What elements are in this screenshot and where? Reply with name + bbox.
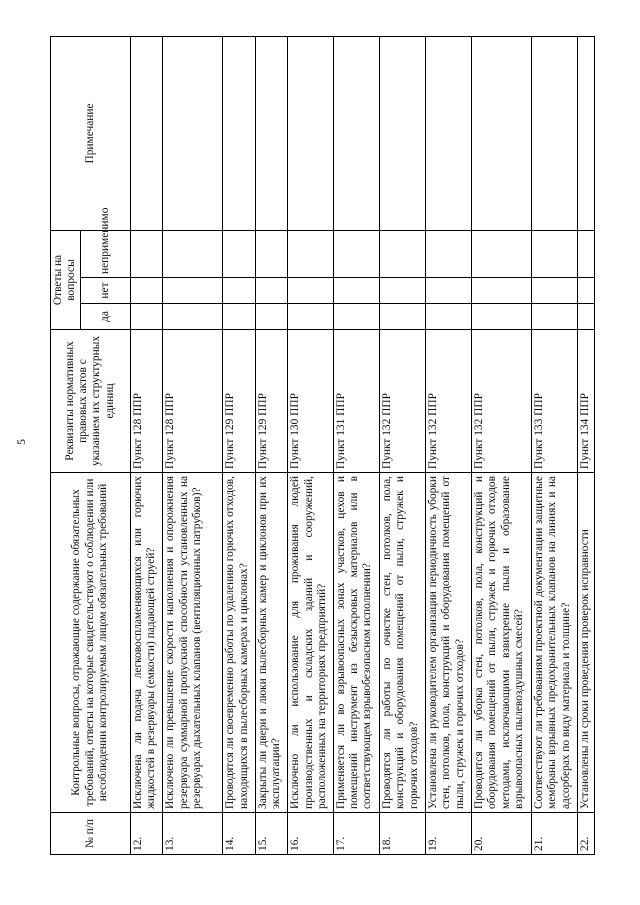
row-number: 16. xyxy=(288,813,333,855)
answer-not-applicable-cell xyxy=(255,231,287,278)
note-cell xyxy=(223,37,255,231)
row-requisite-ref: Пункт 129 ППР xyxy=(223,330,255,473)
row-question: Установлена ли руководителем организации периодичность уборки стен, потолков, пола, конструкций и оборудования помещений от пыли, стружек и горючих отходов? xyxy=(425,473,471,813)
row-question: Установлены ли сроки проведения проверок исправности xyxy=(577,473,594,813)
row-requisite-ref: Пункт 128 ППР xyxy=(130,330,162,473)
row-number: 18. xyxy=(379,813,425,855)
answer-not-applicable-cell xyxy=(379,231,425,278)
row-requisite-ref: Пункт 130 ППР xyxy=(288,330,333,473)
row-requisite-ref: Пункт 132 ППР xyxy=(379,330,425,473)
header-requisites: Реквизиты нормативных правовых актов с указанием их структурных единиц xyxy=(51,330,131,473)
table-row xyxy=(288,37,333,855)
table-row xyxy=(531,37,577,855)
row-question: Соответствуют ли требованиям проектной документации защитные мембраны взрывных предохранительных клапанов на линиях и на адсорберах по виду материала и толщине? xyxy=(531,473,577,813)
answer-not-applicable-cell xyxy=(223,231,255,278)
header-note: Примечание xyxy=(51,37,131,231)
row-question: Исключена ли подача легковоспламеняющихся или горючих жидкостей в резервуары (емкости) падающей струей? xyxy=(130,473,162,813)
row-requisite-ref: Пункт 129 ППР xyxy=(255,330,287,473)
answer-not-applicable-cell xyxy=(577,231,594,278)
answer-yes-cell xyxy=(531,304,577,330)
row-requisite-ref: Пункт 133 ППР xyxy=(531,330,577,473)
answer-not-applicable-cell xyxy=(333,231,379,278)
answer-no-cell xyxy=(223,278,255,304)
header-yes: да xyxy=(80,304,130,330)
answer-no-cell xyxy=(255,278,287,304)
answer-yes-cell xyxy=(288,304,333,330)
table-row xyxy=(163,37,223,855)
table-row xyxy=(255,37,287,855)
answer-no-cell xyxy=(130,278,162,304)
answer-no-cell xyxy=(333,278,379,304)
header-question: Контрольные вопросы, отражающие содержание обязательных требований, ответы на которые свидетельствуют о соблюдении или несоблюдении контролируемым лицом обязательных требований xyxy=(51,473,131,813)
note-cell xyxy=(379,37,425,231)
row-requisite-ref: Пункт 132 ППР xyxy=(471,330,531,473)
note-cell xyxy=(333,37,379,231)
answer-yes-cell xyxy=(379,304,425,330)
row-requisite-ref: Пункт 128 ППР xyxy=(163,330,223,473)
answer-not-applicable-cell xyxy=(130,231,162,278)
row-number: 13. xyxy=(163,813,223,855)
answer-no-cell xyxy=(163,278,223,304)
row-question: Проводятся ли работы по очистке стен, потолков, пола, конструкций и оборудования помещений от пыли, стружек и горючих отходов? xyxy=(379,473,425,813)
answer-yes-cell xyxy=(577,304,594,330)
answer-yes-cell xyxy=(425,304,471,330)
answer-no-cell xyxy=(379,278,425,304)
answer-not-applicable-cell xyxy=(471,231,531,278)
row-requisite-ref: Пункт 132 ППР xyxy=(425,330,471,473)
row-requisite-ref: Пункт 131 ППР xyxy=(333,330,379,473)
answer-not-applicable-cell xyxy=(425,231,471,278)
row-question: Проводится ли уборка стен, потолков, пола, конструкций и оборудования помещений от пыли, стружек и горючих отходов методами, исключающими взвихрение пыли и образование взрывоопасных пылевоздушных смесей? xyxy=(471,473,531,813)
answer-yes-cell xyxy=(333,304,379,330)
answer-not-applicable-cell xyxy=(288,231,333,278)
table-row xyxy=(333,37,379,855)
page-number: 5 xyxy=(14,439,28,445)
header-no: нет xyxy=(80,278,130,304)
header-answers: Ответы на вопросы xyxy=(51,231,81,330)
answer-no-cell xyxy=(531,278,577,304)
note-cell xyxy=(163,37,223,231)
header-not-applicable: неприменимо xyxy=(80,231,130,278)
answer-yes-cell xyxy=(471,304,531,330)
note-cell xyxy=(471,37,531,231)
row-question: Исключено ли превышение скорости наполнения и опорожнения резервуара суммарной пропускной способности установленных на резервуарах дыхательных клапанов (вентиляционных патрубков)? xyxy=(163,473,223,813)
table-row xyxy=(379,37,425,855)
table-row xyxy=(471,37,531,855)
note-cell xyxy=(288,37,333,231)
row-number: 19. xyxy=(425,813,471,855)
note-cell xyxy=(130,37,162,231)
answer-no-cell xyxy=(425,278,471,304)
row-question: Применяется ли во взрывоопасных зонах участков, цехов и помещений инструмент из безыскровых материалов или в соответствующем взрывобезопасном исполнении? xyxy=(333,473,379,813)
row-number: 22. xyxy=(577,813,594,855)
answer-yes-cell xyxy=(255,304,287,330)
note-cell xyxy=(255,37,287,231)
answer-no-cell xyxy=(288,278,333,304)
checklist-table xyxy=(50,36,595,855)
answer-yes-cell xyxy=(223,304,255,330)
row-question: Закрыты ли двери и люки пылесборных камер и циклонов при их эксплуатации? xyxy=(255,473,287,813)
row-number: 21. xyxy=(531,813,577,855)
row-number: 20. xyxy=(471,813,531,855)
row-number: 14. xyxy=(223,813,255,855)
table-row xyxy=(577,37,594,855)
answer-no-cell xyxy=(577,278,594,304)
row-requisite-ref: Пункт 134 ППР xyxy=(577,330,594,473)
header-num: № п/п xyxy=(51,813,131,855)
answer-yes-cell xyxy=(130,304,162,330)
row-number: 12. xyxy=(130,813,162,855)
note-cell xyxy=(531,37,577,231)
answer-yes-cell xyxy=(163,304,223,330)
row-number: 15. xyxy=(255,813,287,855)
row-question: Исключено ли использование для проживания людей производственных и складских зданий и сооружений, расположенных на территориях предприятий? xyxy=(288,473,333,813)
answer-no-cell xyxy=(471,278,531,304)
answer-not-applicable-cell xyxy=(163,231,223,278)
note-cell xyxy=(425,37,471,231)
table-row xyxy=(130,37,162,855)
row-number: 17. xyxy=(333,813,379,855)
table-row xyxy=(223,37,255,855)
answer-not-applicable-cell xyxy=(531,231,577,278)
table-row xyxy=(425,37,471,855)
row-question: Проводятся ли своевременно работы по удалению горючих отходов, находящихся в пылесборных камерах и циклонах? xyxy=(223,473,255,813)
note-cell xyxy=(577,37,594,231)
